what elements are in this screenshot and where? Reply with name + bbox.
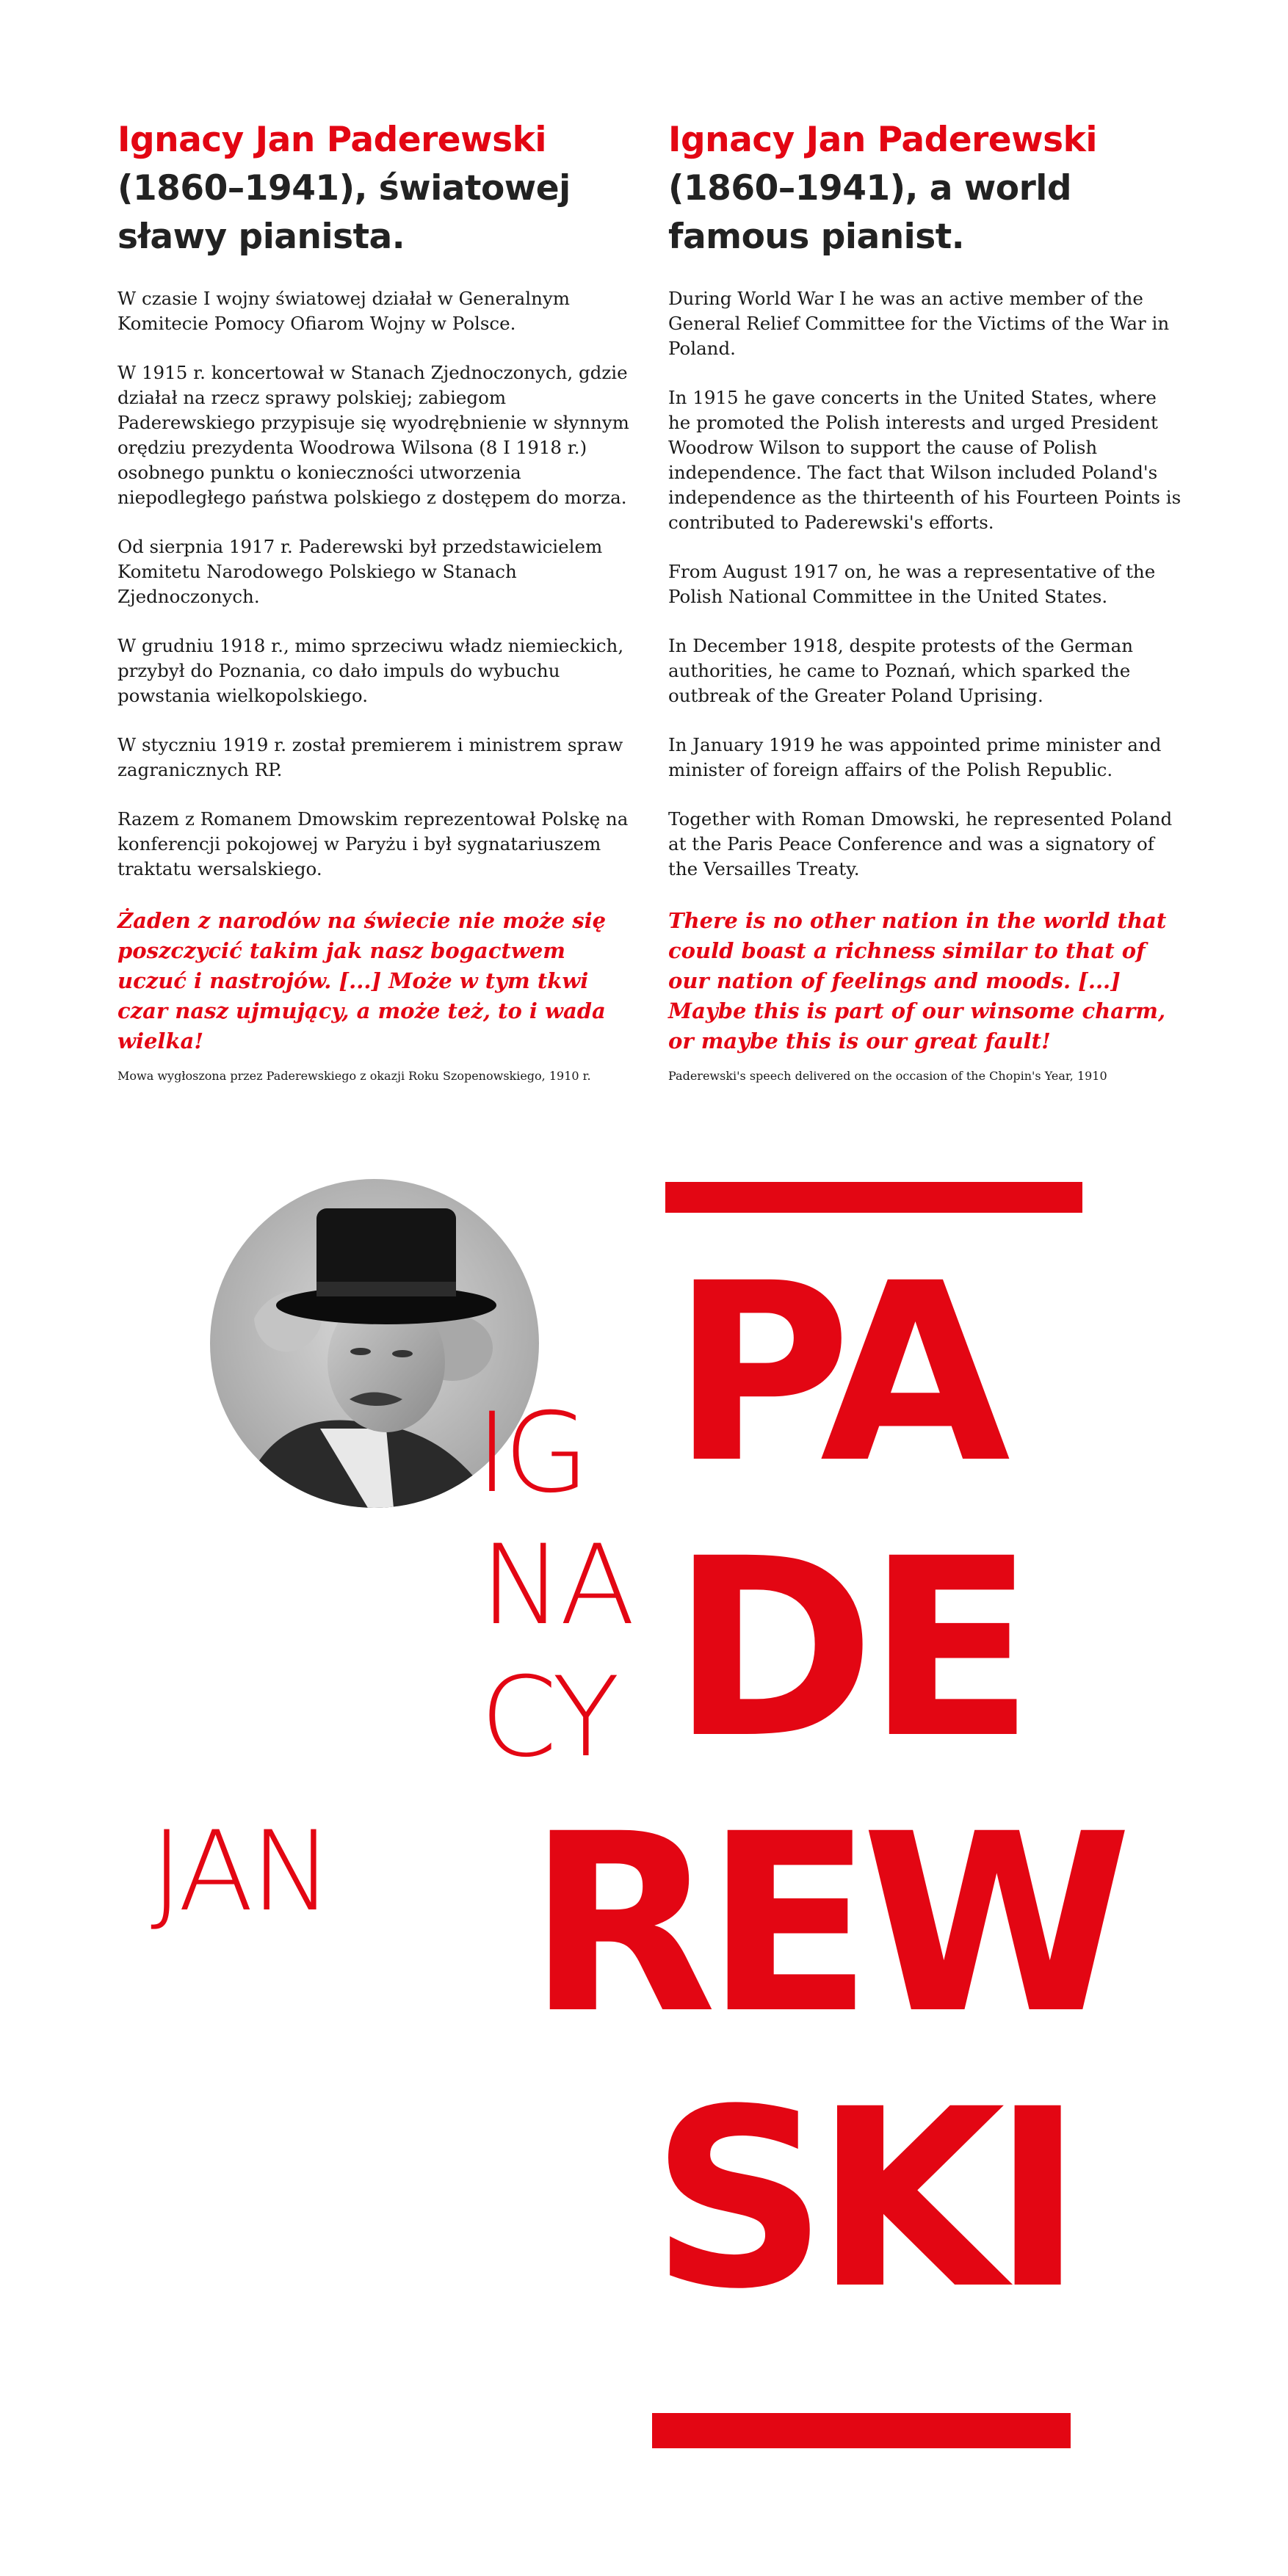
top-red-bar: [665, 1182, 1082, 1213]
first-name-na: NA: [480, 1522, 632, 1650]
surname-rew: REW: [527, 1782, 1121, 2068]
polish-paragraph: W grudniu 1918 r., mimo sprzeciwu władz niemieckich, przybył do Poznania, co dało impuls do wybuchu powstania wielkopolskiego.: [117, 635, 624, 706]
polish-paragraphs: [117, 286, 632, 882]
surname-de: DE: [671, 1506, 1026, 1793]
polish-quote: Żaden z narodów na świecie nie może się poszczycić takim jak nasz bogactwem uczuć i nastrojów. [...] Może w tym tkwi czar nasz ujmujący, a może też, to i wada wielka!: [117, 908, 607, 1053]
polish-name-heading: Ignacy Jan Paderewski: [117, 120, 546, 160]
english-quote: There is no other nation in the world that could boast a richness similar to that of our nation of feelings and moods. [...] Maybe this is part of our winsome charm, or maybe this is our great fault!: [668, 908, 1167, 1053]
polish-paragraph: Od sierpnia 1917 r. Paderewski był przedstawicielem Komitetu Narodowego Polskiego w Stanach Zjednoczonych.: [117, 536, 603, 607]
first-name-ig: IG: [476, 1390, 585, 1517]
english-column: [668, 116, 1182, 1084]
bottom-red-bar: [652, 2413, 1071, 2448]
english-paragraph: In January 1919 he was appointed prime minister and minister of foreign affairs of the Polish Republic.: [668, 734, 1162, 780]
english-paragraphs: [668, 286, 1182, 882]
polish-column: [117, 116, 632, 1084]
polish-quote-source: Mowa wygłoszona przez Paderewskiego z okazji Roku Szopenowskiego, 1910 r.: [117, 1069, 591, 1083]
polish-paragraph: Razem z Romanem Dmowskim reprezentował Polskę na konferencji pokojowej w Paryżu i był sygnatariuszem traktatu wersalskiego.: [117, 808, 629, 879]
first-name-cy: CY: [480, 1654, 617, 1782]
english-paragraph: In 1915 he gave concerts in the United States, where he promoted the Polish interests and urged President Woodrow Wilson to support the cause of Polish independence. The fact that Wilson included Poland's independence as the thirteenth of his Fourteen Points is contributed to Paderewski's efforts.: [668, 387, 1182, 533]
polish-subtitle: (1860–1941), światowej sławy pianista.: [117, 168, 571, 257]
english-paragraph: In December 1918, despite protests of the German authorities, he came to Poznań, which sparked the outbreak of the Greater Poland Uprising.: [668, 635, 1134, 706]
polish-paragraph: W czasie I wojny światowej działał w Generalnym Komitecie Pomocy Ofiarom Wojny w Polsce.: [117, 288, 570, 334]
surname-pa: PA: [671, 1231, 1002, 1517]
english-paragraph: Together with Roman Dmowski, he represented Poland at the Paris Peace Conference and was a signatory of the Versailles Treaty.: [668, 808, 1173, 879]
english-quote-source: Paderewski's speech delivered on the occasion of the Chopin's Year, 1910: [668, 1069, 1107, 1083]
english-name-heading: Ignacy Jan Paderewski: [668, 120, 1097, 160]
surname-ski: SKI: [651, 2057, 1071, 2343]
polish-paragraph: W styczniu 1919 r. został premierem i ministrem spraw zagranicznych RP.: [117, 734, 623, 780]
english-paragraph: From August 1917 on, he was a representative of the Polish National Committee in the United States.: [668, 561, 1156, 607]
middle-name-jan: JAN: [151, 1808, 330, 1936]
english-paragraph: During World War I he was an active member of the General Relief Committee for the Victims of the War in Poland.: [668, 288, 1170, 359]
polish-paragraph: W 1915 r. koncertował w Stanach Zjednoczonych, gdzie działał na rzecz sprawy polskiej; zabiegom Paderewskiego przypisuje się wyodrębnienie w słynnym orędziu prezydenta Woodrowa Wilsona (8 I 1918 r.) osobnego punktu o konieczności utworzenia niepodległego państwa polskiego z dostępem do morza.: [117, 362, 629, 508]
english-subtitle: (1860–1941), a world famous pianist.: [668, 168, 1072, 257]
